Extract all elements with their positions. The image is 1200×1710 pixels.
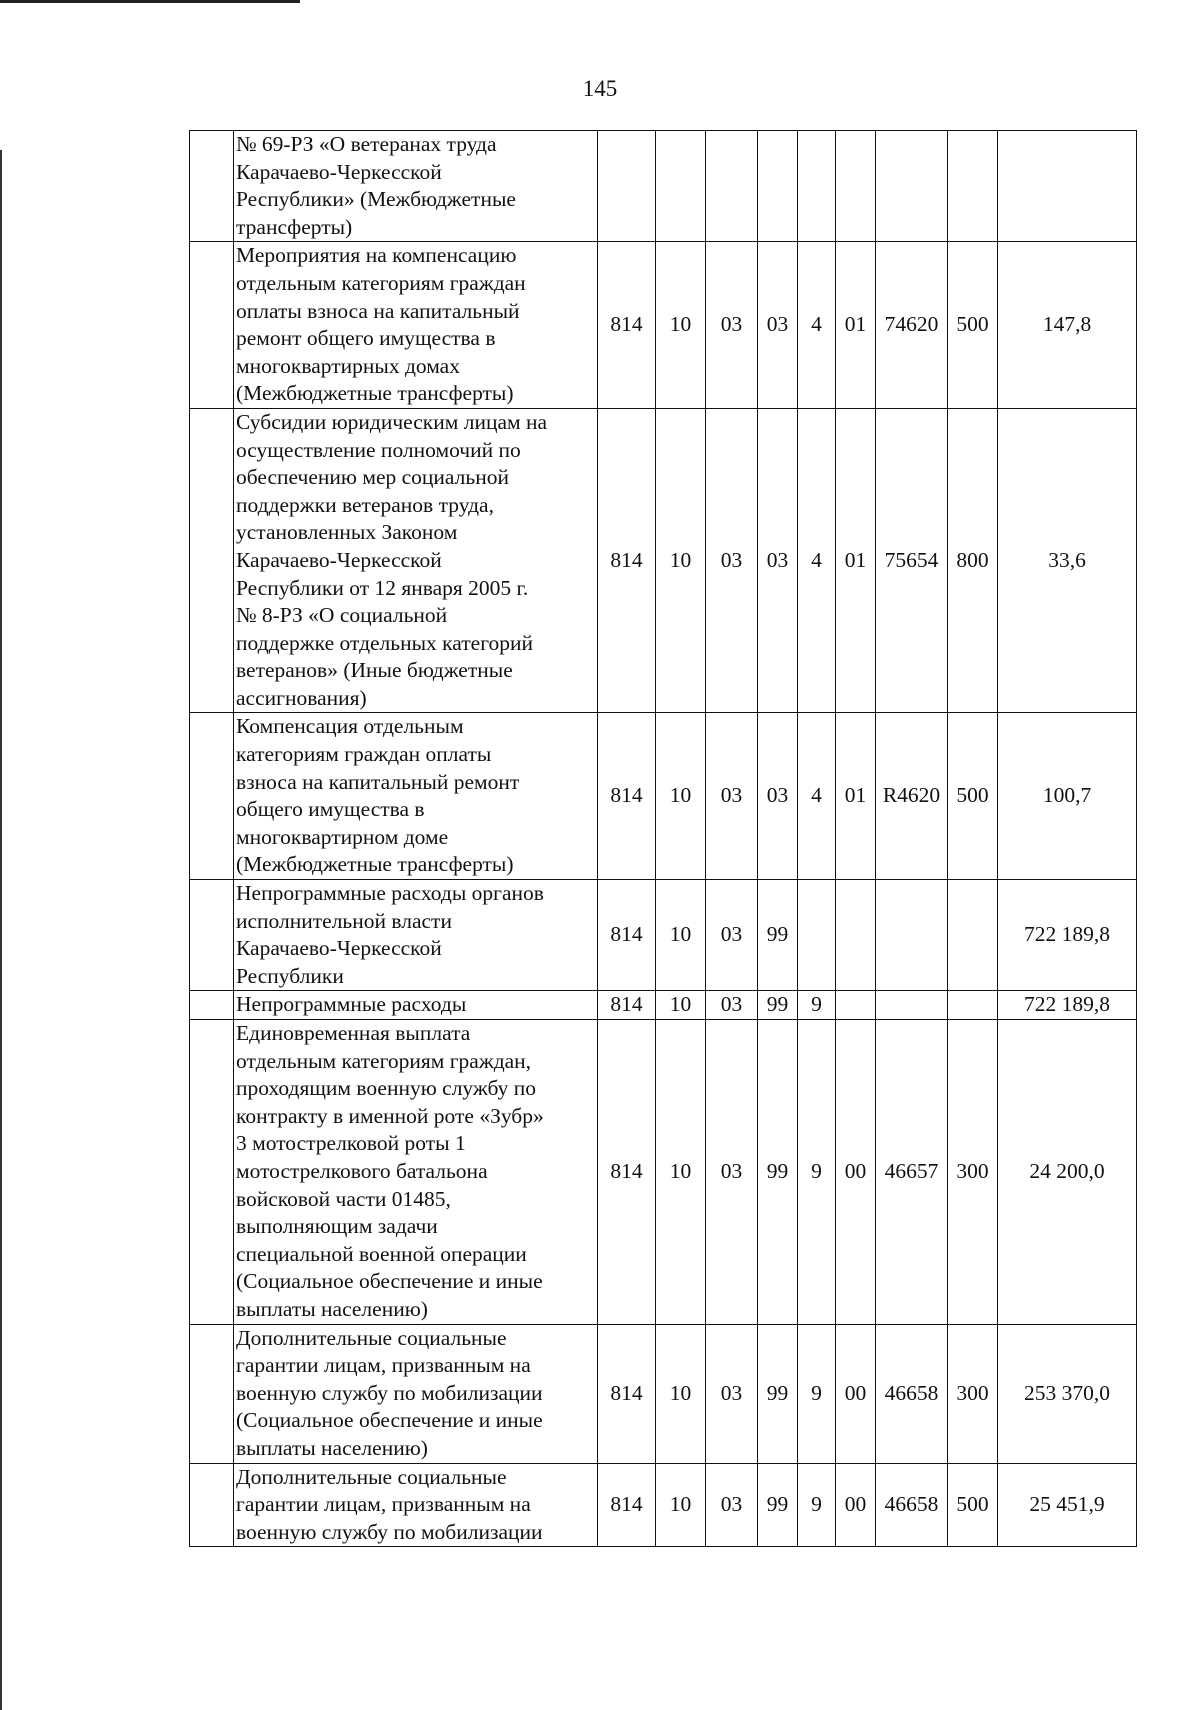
- description-line: Карачаево-Черкесской: [236, 547, 442, 572]
- description-line: поддержки ветеранов труда,: [236, 492, 494, 517]
- subprogram-code-cell: 4: [798, 242, 836, 409]
- description-line: контракту в именной роте «Зубр»: [236, 1103, 544, 1128]
- description-line: выплаты населению): [236, 1296, 428, 1321]
- direction-code-cell: 46657: [876, 1020, 948, 1325]
- description-line: категориям граждан оплаты: [236, 742, 492, 767]
- description-line: обеспечению мер социальной: [236, 465, 509, 490]
- event-code-cell: [836, 991, 876, 1020]
- subsection-code-cell: 03: [706, 713, 758, 880]
- expense-type-code-cell: [948, 880, 998, 991]
- page-number: 145: [582, 76, 618, 101]
- description-line: отдельным категориям граждан: [236, 270, 526, 295]
- description-line: выполняющим задачи: [236, 1214, 438, 1239]
- section-code-cell: 10: [656, 991, 706, 1020]
- description-cell: [234, 1463, 598, 1547]
- expense-type-code-cell: 500: [948, 713, 998, 880]
- program-code-cell: 03: [758, 408, 798, 713]
- description-cell: [234, 408, 598, 713]
- amount-cell: 722 189,8: [998, 880, 1137, 991]
- expense-type-code-cell: [948, 991, 998, 1020]
- description-line: (Межбюджетные трансферты): [236, 381, 514, 406]
- subprogram-code-cell: 9: [798, 1020, 836, 1325]
- description-line: ветеранов» (Иные бюджетные: [236, 658, 513, 683]
- department-code-cell: 814: [598, 713, 656, 880]
- table-body: [190, 131, 1137, 1547]
- description-line: войсковой части 01485,: [236, 1186, 451, 1211]
- description-line: № 8-РЗ «О социальной: [236, 603, 448, 628]
- description-line: Дополнительные социальные: [236, 1464, 507, 1489]
- row-number-cell: [190, 131, 234, 242]
- subprogram-code-cell: [798, 880, 836, 991]
- row-number-cell: [190, 242, 234, 409]
- description-line: гарантии лицам, призванным на: [236, 1492, 531, 1517]
- description-line: ассигнования): [236, 685, 367, 710]
- program-code-cell: 03: [758, 713, 798, 880]
- row-number-cell: [190, 1020, 234, 1325]
- table-row: [190, 1463, 1137, 1547]
- description-cell: [234, 131, 598, 242]
- event-code-cell: [836, 880, 876, 991]
- description-cell: [234, 1020, 598, 1325]
- description-line: многоквартирном доме: [236, 824, 449, 849]
- description-line: общего имущества в: [236, 797, 425, 822]
- subprogram-code-cell: 4: [798, 713, 836, 880]
- description-line: специальной военной операции: [236, 1241, 527, 1266]
- description-line: осуществление полномочий по: [236, 437, 521, 462]
- row-number-cell: [190, 1324, 234, 1463]
- description-cell: [234, 242, 598, 409]
- description-line: выплаты населению): [236, 1435, 428, 1460]
- description-line: Республики от 12 января 2005 г.: [236, 575, 529, 600]
- table-row: [190, 713, 1137, 880]
- description-line: (Межбюджетные трансферты): [236, 852, 514, 877]
- table-row: [190, 131, 1137, 242]
- amount-cell: 722 189,8: [998, 991, 1137, 1020]
- description-line: Мероприятия на компенсацию: [236, 243, 517, 268]
- description-line: гарантии лицам, призванным на: [236, 1353, 531, 1378]
- description-line: Непрограммные расходы органов: [236, 881, 544, 906]
- subsection-code-cell: 03: [706, 1020, 758, 1325]
- amount-cell: 24 200,0: [998, 1020, 1137, 1325]
- expense-type-code-cell: 500: [948, 1463, 998, 1547]
- event-code-cell: 00: [836, 1020, 876, 1325]
- description-line: Республики: [236, 963, 344, 988]
- department-code-cell: 814: [598, 1324, 656, 1463]
- description-line: военную службу по мобилизации: [236, 1380, 543, 1405]
- subsection-code-cell: 03: [706, 991, 758, 1020]
- row-number-cell: [190, 408, 234, 713]
- program-code-cell: 99: [758, 1463, 798, 1547]
- description-line: Единовременная выплата: [236, 1021, 471, 1045]
- department-code-cell: 814: [598, 991, 656, 1020]
- description-line: взноса на капитальный ремонт: [236, 769, 520, 794]
- description-line: трансферты): [236, 214, 353, 239]
- event-code-cell: 01: [836, 408, 876, 713]
- section-code-cell: 10: [656, 1463, 706, 1547]
- event-code-cell: 01: [836, 242, 876, 409]
- description-line: Карачаево-Черкесской: [236, 936, 442, 961]
- description-line: Непрограммные расходы: [236, 992, 467, 1017]
- description-line: проходящим военную службу по: [236, 1076, 536, 1101]
- direction-code-cell: 46658: [876, 1324, 948, 1463]
- scan-edge-left: [0, 150, 2, 1710]
- event-code-cell: 01: [836, 713, 876, 880]
- table-row: [190, 1020, 1137, 1325]
- direction-code-cell: [876, 991, 948, 1020]
- description-line: военную службу по мобилизации: [236, 1519, 543, 1544]
- description-cell: [234, 991, 598, 1020]
- subprogram-code-cell: 9: [798, 1463, 836, 1547]
- expense-type-code-cell: [948, 131, 998, 242]
- description-line: многоквартирных домах: [236, 353, 460, 378]
- department-code-cell: 814: [598, 880, 656, 991]
- section-code-cell: 10: [656, 713, 706, 880]
- department-code-cell: 814: [598, 1463, 656, 1547]
- description-line: ремонт общего имущества в: [236, 326, 496, 351]
- department-code-cell: 814: [598, 408, 656, 713]
- section-code-cell: 10: [656, 880, 706, 991]
- direction-code-cell: [876, 131, 948, 242]
- description-line: Компенсация отдельным: [236, 714, 464, 739]
- expense-type-code-cell: 500: [948, 242, 998, 409]
- description-line: мотострелкового батальона: [236, 1158, 488, 1183]
- program-code-cell: [758, 131, 798, 242]
- expense-type-code-cell: 800: [948, 408, 998, 713]
- description-line: (Социальное обеспечение и иные: [236, 1408, 543, 1433]
- subsection-code-cell: 03: [706, 1463, 758, 1547]
- section-code-cell: 10: [656, 408, 706, 713]
- section-code-cell: 10: [656, 1020, 706, 1325]
- budget-table: [189, 130, 1137, 1547]
- expense-type-code-cell: 300: [948, 1324, 998, 1463]
- description-cell: [234, 1324, 598, 1463]
- row-number-cell: [190, 713, 234, 880]
- description-line: Дополнительные социальные: [236, 1325, 507, 1350]
- table-row: [190, 991, 1137, 1020]
- table-row: [190, 242, 1137, 409]
- description-line: отдельным категориям граждан,: [236, 1048, 532, 1073]
- event-code-cell: 00: [836, 1324, 876, 1463]
- amount-cell: 253 370,0: [998, 1324, 1137, 1463]
- description-line: Карачаево-Черкесской: [236, 159, 442, 184]
- program-code-cell: 99: [758, 880, 798, 991]
- section-code-cell: [656, 131, 706, 242]
- direction-code-cell: 75654: [876, 408, 948, 713]
- description-line: поддержке отдельных категорий: [236, 630, 534, 655]
- description-line: Республики» (Межбюджетные: [236, 187, 516, 212]
- amount-cell: 100,7: [998, 713, 1137, 880]
- subprogram-code-cell: 9: [798, 1324, 836, 1463]
- amount-cell: 33,6: [998, 408, 1137, 713]
- row-number-cell: [190, 880, 234, 991]
- description-cell: [234, 713, 598, 880]
- description-line: исполнительной власти: [236, 908, 452, 933]
- direction-code-cell: [876, 880, 948, 991]
- subprogram-code-cell: [798, 131, 836, 242]
- subsection-code-cell: 03: [706, 242, 758, 409]
- department-code-cell: 814: [598, 242, 656, 409]
- section-code-cell: 10: [656, 1324, 706, 1463]
- table-row: [190, 1324, 1137, 1463]
- row-number-cell: [190, 991, 234, 1020]
- description-line: установленных Законом: [236, 520, 458, 545]
- description-line: № 69-РЗ «О ветеранах труда: [236, 132, 497, 156]
- amount-cell: [998, 131, 1137, 242]
- subsection-code-cell: 03: [706, 1324, 758, 1463]
- row-number-cell: [190, 1463, 234, 1547]
- subprogram-code-cell: 4: [798, 408, 836, 713]
- event-code-cell: [836, 131, 876, 242]
- description-line: Субсидии юридическим лицам на: [236, 409, 548, 434]
- table-row: [190, 880, 1137, 991]
- program-code-cell: 99: [758, 1324, 798, 1463]
- program-code-cell: 99: [758, 991, 798, 1020]
- direction-code-cell: 74620: [876, 242, 948, 409]
- amount-cell: 147,8: [998, 242, 1137, 409]
- scan-edge-top: [0, 0, 300, 3]
- description-line: оплаты взноса на капитальный: [236, 298, 520, 323]
- expense-type-code-cell: 300: [948, 1020, 998, 1325]
- program-code-cell: 03: [758, 242, 798, 409]
- subsection-code-cell: [706, 131, 758, 242]
- event-code-cell: 00: [836, 1463, 876, 1547]
- description-cell: [234, 880, 598, 991]
- program-code-cell: 99: [758, 1020, 798, 1325]
- amount-cell: 25 451,9: [998, 1463, 1137, 1547]
- subsection-code-cell: 03: [706, 880, 758, 991]
- table-row: [190, 408, 1137, 713]
- section-code-cell: 10: [656, 242, 706, 409]
- direction-code-cell: 46658: [876, 1463, 948, 1547]
- description-line: (Социальное обеспечение и иные: [236, 1269, 543, 1294]
- direction-code-cell: R4620: [876, 713, 948, 880]
- department-code-cell: [598, 131, 656, 242]
- description-line: 3 мотострелковой роты 1: [236, 1131, 466, 1156]
- subprogram-code-cell: 9: [798, 991, 836, 1020]
- department-code-cell: 814: [598, 1020, 656, 1325]
- subsection-code-cell: 03: [706, 408, 758, 713]
